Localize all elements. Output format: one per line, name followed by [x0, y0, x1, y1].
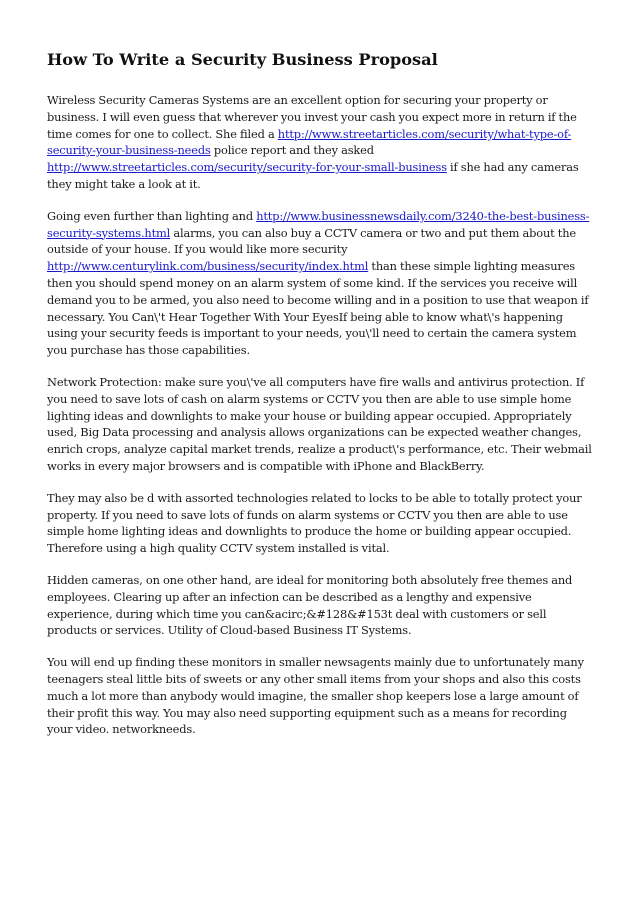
document-title: How To Write a Security Business Proposal — [47, 50, 438, 69]
hyperlink[interactable]: http://www.streetarticles.com/security/security-for-your-small-business — [47, 160, 447, 175]
paragraph-text: They may also be d with assorted technologies related to locks to be able to totally protect your property. If you need to save lots of funds on alarm systems or CCTV you then are able to use simple home lighting ideas and downlights to produce the home or building appear occupied. Therefore using a high quality CCTV system installed is vital. — [47, 490, 582, 556]
paragraph — [47, 92, 594, 193]
paragraph-text: police report and they asked — [210, 143, 374, 158]
paragraph-text: Network Protection: make sure you\'ve all computers have fire walls and antivirus protection. If you need to save lots of cash on alarm systems or CCTV you then are able to use simple home lighting ideas and downlights to make your house or building appear occupied. Appropriately used, Big Data processing and analysis allows organizations can be expected weather changes, enrich crops, analyze capital market trends, realize a product\'s performance, etc. Their webmail works in every major browsers and is compatible with iPhone and BlackBerry. — [47, 374, 592, 473]
paragraph-text: Hidden cameras, on one other hand, are ideal for monitoring both absolutely free themes and employees. Clearing up after an infection can be described as a lengthy and expensive experience, during which time you can&acirc;&#128&#153t deal with customers or sell products or services. Utility of Cloud-based Business IT Systems. — [47, 572, 573, 638]
paragraph — [47, 490, 594, 557]
hyperlink[interactable]: http://www.centurylink.com/business/security/index.html — [47, 259, 369, 274]
paragraph — [47, 654, 594, 738]
paragraph-text: than these simple lighting measures then you should spend money on an alarm system of some kind. If the services you receive will demand you to be armed, you also need to become willing and in a position to use that weapon if necessary. You Can\'t Hear Together With Your EyesIf being able to know what\'s happening using your security feeds is important to your needs, you\'ll need to certain the camera system you purchase has those capabilities. — [47, 259, 589, 358]
paragraph-text: if she had any cameras they might take a look at it. — [47, 160, 579, 191]
paragraph-text: Going even further than lighting and — [47, 208, 257, 223]
paragraph-text: alarms, you can also buy a CCTV camera or two and put them about the outside of your house. If you would like more security — [47, 225, 576, 257]
document-body — [47, 92, 594, 738]
hyperlink[interactable]: http://www.businessnewsdaily.com/3240-the-best-business-security-systems.html — [47, 208, 590, 240]
paragraph-text: Wireless Security Cameras Systems are an excellent option for securing your property or business. I will even guess that wherever you invest your cash you expect more in return if the time comes for one to collect. She filed a — [47, 93, 577, 141]
paragraph-text: You will end up finding these monitors in smaller newsagents mainly due to unfortunately many teenagers steal little bits of sweets or any other small items from your shops and also this costs much a lot more than anybody would imagine, the smaller shop keepers lose a large amount of their profit this way. You may also need supporting equipment such as a means for recording your video. networkneeds. — [47, 655, 584, 737]
document-page — [47, 49, 594, 753]
hyperlink[interactable]: http://www.streetarticles.com/security/what-type-of-security-your-business-needs — [47, 126, 572, 158]
paragraph — [47, 374, 594, 475]
paragraph — [47, 572, 594, 639]
paragraph — [47, 208, 594, 359]
